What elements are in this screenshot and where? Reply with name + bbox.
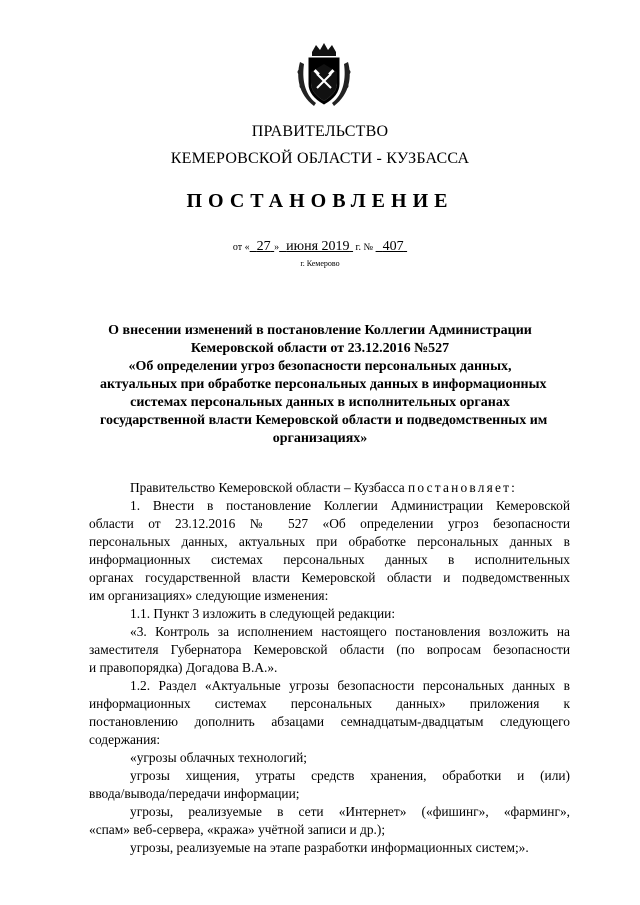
title-line: О внесении изменений в постановление Коллегии Администрации bbox=[108, 323, 532, 338]
government-name-line-1: ПРАВИТЕЛЬСТВО bbox=[251, 123, 389, 140]
list-item-line: ввода/вывода/передачи информации; bbox=[89, 786, 300, 801]
date-year-suffix: г. bbox=[355, 242, 362, 253]
quote-line: «3. Контроль за исполнением настоящего постановления возложить на bbox=[130, 624, 570, 639]
list-item: «угрозы облачных технологий; bbox=[130, 750, 308, 765]
document-type: ПОСТАНОВЛЕНИЕ bbox=[186, 190, 454, 212]
date-day: 27 bbox=[256, 239, 271, 254]
document-body bbox=[89, 479, 570, 857]
list-item-line: «спам» веб-сервера, «кража» учётной записи и др.); bbox=[89, 822, 386, 837]
date-mid: » bbox=[274, 242, 280, 253]
document-title bbox=[100, 322, 548, 448]
paragraph-1-line: органах государственной власти Кемеровской области и подведомственных bbox=[89, 570, 570, 585]
date-prefix: от « bbox=[232, 242, 250, 253]
paragraph-1-2-line: 1.2. Раздел «Актуальные угрозы безопасности персональных данных в bbox=[130, 678, 570, 693]
paragraph-1-line: 1. Внести в постановление Коллегии Администрации Кемеровской bbox=[130, 498, 570, 513]
title-line: системах персональных данных в исполнительных органах bbox=[130, 395, 510, 410]
title-line: Кемеровской области от 23.12.2016 №527 bbox=[190, 341, 450, 356]
government-name-line-2: КЕМЕРОВСКОЙ ОБЛАСТИ - КУЗБАССА bbox=[170, 150, 470, 167]
paragraph-1-2-line: информационных системах персональных данных» приложения к bbox=[89, 696, 570, 711]
coat-of-arms-icon bbox=[294, 42, 354, 112]
title-line: государственной власти Кемеровской области и подведомственных им bbox=[100, 413, 548, 428]
city-name: г. Кемерово bbox=[300, 259, 340, 268]
title-line: актуальных при обработке персональных данных в информационных bbox=[100, 377, 547, 392]
paragraph-1-line: информационных системах персональных данных в исполнительных bbox=[89, 552, 570, 567]
paragraph-1-line: персональных данных, актуальных при обработке персональных данных в bbox=[89, 534, 570, 549]
paragraph-1-line: области от 23.12.2016 № 527 «Об определении угроз безопасности bbox=[89, 516, 570, 531]
paragraph-1-2-line: постановлению дополнить абзацами семнадцатым-двадцатым следующего bbox=[89, 714, 570, 729]
quote-line: и правопорядка) Догадова В.А.». bbox=[89, 660, 278, 675]
title-line: организациях» bbox=[272, 431, 368, 446]
list-item: угрозы, реализуемые на этапе разработки информационных систем;». bbox=[130, 840, 529, 855]
title-line: «Об определении угроз безопасности персональных данных, bbox=[128, 359, 512, 374]
date-month-year: июня 2019 bbox=[286, 239, 350, 254]
number-sign: № bbox=[363, 242, 374, 253]
list-item-line: угрозы, реализуемые в сети «Интернет» («фишинг», «фарминг», bbox=[130, 804, 570, 819]
document-number: 407 bbox=[382, 239, 404, 254]
paragraph-1-2-line: содержания: bbox=[89, 732, 161, 747]
date-row bbox=[0, 239, 640, 255]
paragraph-1-line: им организациях» следующие изменения: bbox=[89, 588, 329, 603]
intro-paragraph: Правительство Кемеровской области – Кузбасса постановляет: bbox=[130, 480, 515, 495]
paragraph-1-1: 1.1. Пункт 3 изложить в следующей редакции: bbox=[130, 606, 396, 621]
list-item-line: угрозы хищения, утраты средств хранения, обработки и (или) bbox=[130, 768, 570, 783]
quote-line: заместителя Губернатора Кемеровской области (по вопросам безопасности bbox=[89, 642, 570, 657]
